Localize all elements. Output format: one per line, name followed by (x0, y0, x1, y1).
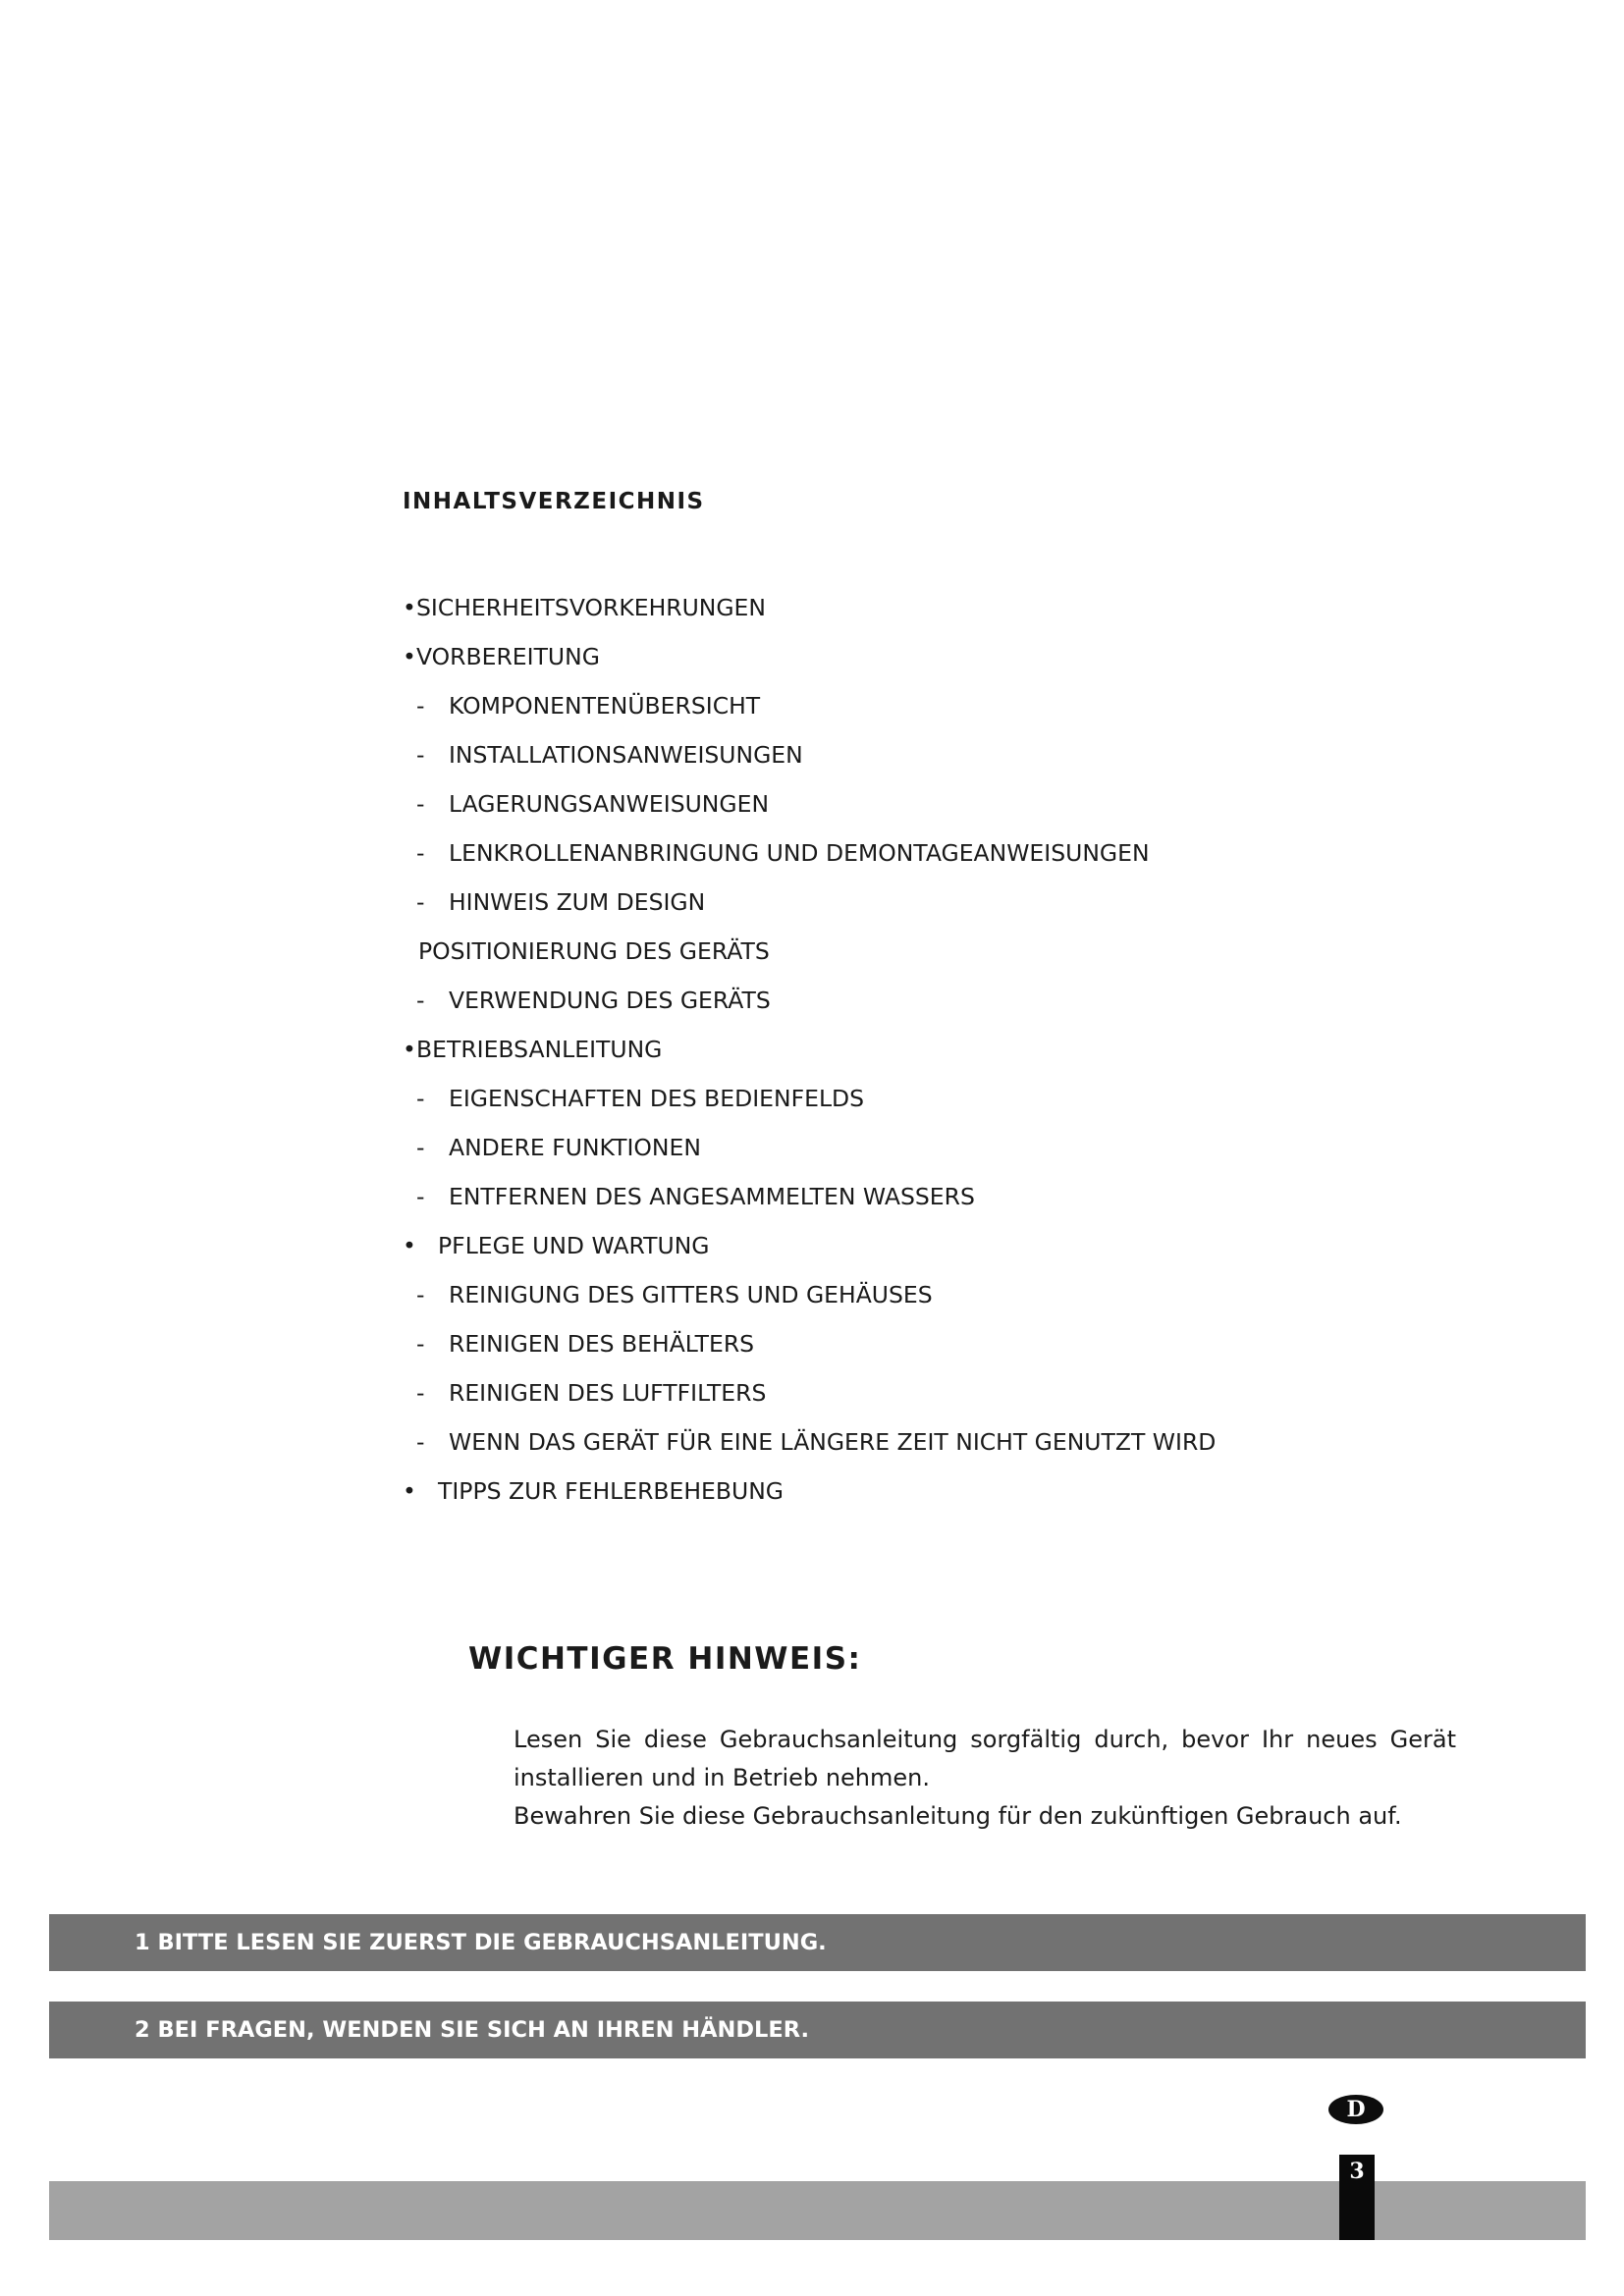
notice-body (514, 1721, 1456, 1836)
toc-item-sicherheitsvorkehrungen (403, 593, 1216, 642)
dash-marker: - (416, 1134, 425, 1161)
toc-item-label: ANDERE FUNKTIONEN (449, 1134, 701, 1161)
toc-item-label: POSITIONIERUNG DES GERÄTS (418, 937, 770, 965)
bullet-marker: • (403, 1477, 416, 1505)
bullet-marker: • (403, 594, 416, 621)
toc-item-wasser-entfernen (403, 1182, 1216, 1231)
toc-item-betriebsanleitung (403, 1035, 1216, 1084)
toc-item-label: ENTFERNEN DES ANGESAMMELTEN WASSERS (449, 1183, 975, 1210)
toc-item-gitter-gehaeuse (403, 1280, 1216, 1329)
toc-item-label: REINIGEN DES LUFTFILTERS (449, 1379, 767, 1407)
toc-item-label: BETRIEBSANLEITUNG (416, 1036, 663, 1063)
dash-marker: - (416, 1379, 425, 1407)
toc-item-lenkrollenanbringung (403, 838, 1216, 887)
toc-item-vorbereitung (403, 642, 1216, 691)
toc-item-label: LAGERUNGSANWEISUNGEN (449, 790, 770, 818)
toc-item-hinweis-zum-design (403, 887, 1216, 936)
toc-item-label: TIPPS ZUR FEHLERBEHEBUNG (438, 1477, 785, 1505)
toc-item-bedienfeld (403, 1084, 1216, 1133)
toc-item-fehlerbehebung (403, 1476, 1216, 1525)
dash-marker: - (416, 1183, 425, 1210)
toc-title: INHALTSVERZEICHNIS (403, 489, 705, 514)
toc-list (403, 593, 1216, 1525)
toc-item-andere-funktionen (403, 1133, 1216, 1182)
notice-heading: WICHTIGER HINWEIS: (468, 1641, 862, 1677)
toc-item-label: REINIGEN DES BEHÄLTERS (449, 1330, 755, 1358)
dash-marker: - (416, 888, 425, 916)
toc-item-installationsanweisungen (403, 740, 1216, 789)
toc-item-label: PFLEGE UND WARTUNG (438, 1232, 710, 1259)
dash-marker: - (416, 987, 425, 1014)
toc-item-label: VERWENDUNG DES GERÄTS (449, 987, 771, 1014)
toc-item-label: KOMPONENTENÜBERSICHT (449, 692, 761, 720)
page-number-tab: 3 (1339, 2155, 1375, 2240)
bullet-marker: • (403, 1036, 416, 1063)
toc-item-label: WENN DAS GERÄT FÜR EINE LÄNGERE ZEIT NICHT GENUTZT WIRD (449, 1428, 1217, 1456)
instruction-banner-2: 2 BEI FRAGEN, WENDEN SIE SICH AN IHREN HÄNDLER. (49, 2002, 1586, 2058)
dash-marker: - (416, 1330, 425, 1358)
dash-marker: - (416, 1085, 425, 1112)
language-badge: D (1328, 2095, 1383, 2124)
bullet-marker: • (403, 1232, 416, 1259)
notice-paragraph-1: Lesen Sie diese Gebrauchsanleitung sorgfältig durch, bevor Ihr neues Gerät installieren und in Betrieb nehmen. (514, 1726, 1456, 1791)
instruction-banner-1: 1 BITTE LESEN SIE ZUERST DIE GEBRAUCHSANLEITUNG. (49, 1914, 1586, 1971)
toc-item-label: LENKROLLENANBRINGUNG UND DEMONTAGEANWEISUNGEN (449, 839, 1150, 867)
toc-item-label: SICHERHEITSVORKEHRUNGEN (416, 594, 766, 621)
toc-item-luftfilter (403, 1378, 1216, 1427)
dash-marker: - (416, 790, 425, 818)
dash-marker: - (416, 1281, 425, 1308)
toc-item-label: VORBEREITUNG (416, 643, 600, 670)
notice-paragraph-2: Bewahren Sie diese Gebrauchsanleitung für den zukünftigen Gebrauch auf. (514, 1802, 1402, 1830)
toc-item-lagerungsanweisungen (403, 789, 1216, 838)
dash-marker: - (416, 839, 425, 867)
bullet-marker: • (403, 643, 416, 670)
toc-item-komponentenuebersicht (403, 691, 1216, 740)
toc-item-nicht-genutzt (403, 1427, 1216, 1476)
toc-item-behaelter (403, 1329, 1216, 1378)
toc-item-label: INSTALLATIONSANWEISUNGEN (449, 741, 803, 769)
toc-item-label: HINWEIS ZUM DESIGN (449, 888, 706, 916)
dash-marker: - (416, 692, 425, 720)
toc-item-label: EIGENSCHAFTEN DES BEDIENFELDS (449, 1085, 865, 1112)
toc-item-positionierung (403, 936, 1216, 986)
toc-item-pflege-und-wartung (403, 1231, 1216, 1280)
toc-item-label: REINIGUNG DES GITTERS UND GEHÄUSES (449, 1281, 933, 1308)
dash-marker: - (416, 741, 425, 769)
toc-item-verwendung (403, 986, 1216, 1035)
dash-marker: - (416, 1428, 425, 1456)
